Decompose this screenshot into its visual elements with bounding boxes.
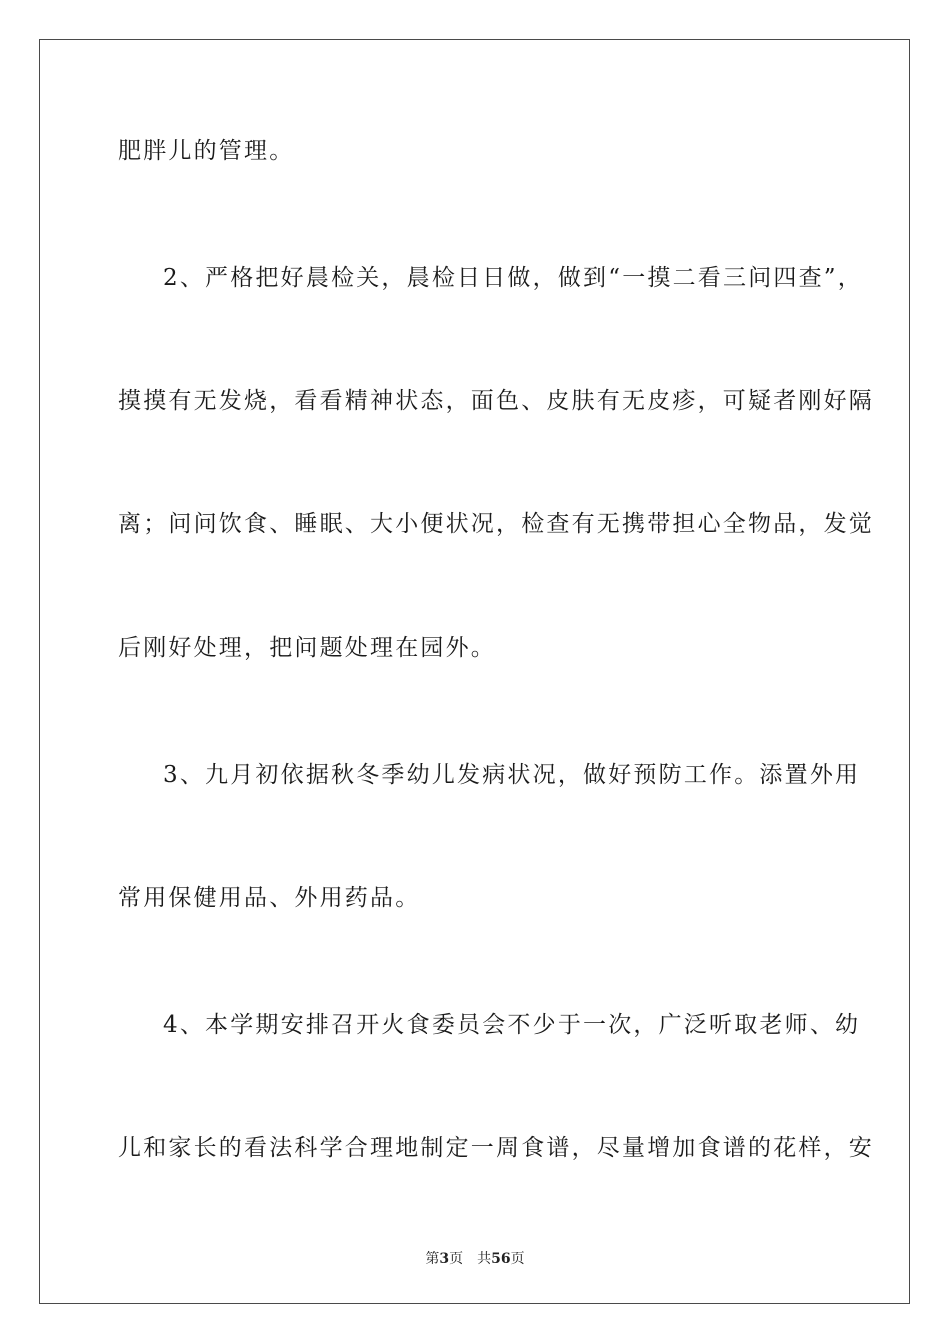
body-text-line: 摸摸有无发烧，看看精神状态，面色、皮肤有无皮疹，可疑者刚好隔 bbox=[118, 388, 874, 414]
body-text-line: 后刚好处理，把问题处理在园外。 bbox=[118, 635, 496, 661]
body-text-line: 肥胖儿的管理。 bbox=[118, 138, 295, 164]
body-text-line: 儿和家长的看法科学合理地制定一周食谱，尽量增加食谱的花样，安 bbox=[118, 1135, 874, 1161]
page-border bbox=[39, 39, 910, 1304]
footer-total-pages: 56 bbox=[491, 1251, 511, 1267]
footer-page-prefix: 第 bbox=[425, 1251, 440, 1267]
footer-total-prefix: 共 bbox=[477, 1251, 492, 1267]
body-text-line: 3、九月初依据秋冬季幼儿发病状况，做好预防工作。添置外用 bbox=[163, 762, 861, 788]
page-footer bbox=[0, 1248, 950, 1268]
body-text-line: 4、本学期安排召开火食委员会不少于一次，广泛听取老师、幼 bbox=[163, 1012, 861, 1038]
body-text-line: 2、严格把好晨检关，晨检日日做，做到“一摸二看三问四查”， bbox=[163, 265, 863, 291]
footer-page-number: 3 bbox=[439, 1251, 450, 1267]
footer-page-suffix: 页 bbox=[449, 1251, 464, 1267]
body-text-line: 常用保健用品、外用药品。 bbox=[118, 885, 421, 911]
footer-total-suffix: 页 bbox=[510, 1251, 525, 1267]
body-text-line: 离；问问饮食、睡眠、大小便状况，检查有无携带担心全物品，发觉 bbox=[118, 511, 874, 537]
